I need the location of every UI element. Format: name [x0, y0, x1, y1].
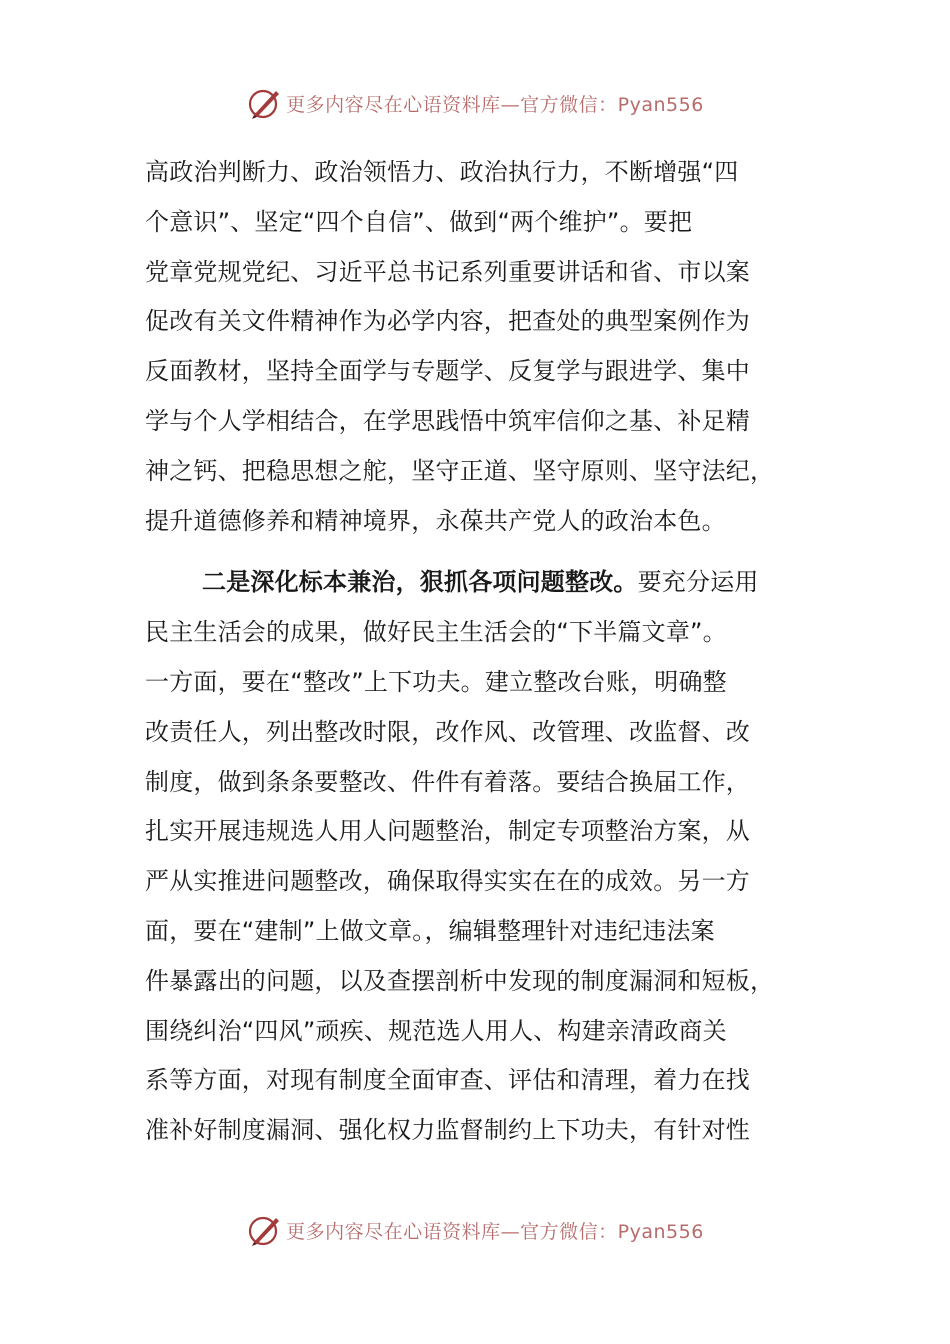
text-line: 改责任人，列出整改时限，改作风、改管理、改监督、改 — [145, 717, 750, 746]
pen-logo-icon — [246, 85, 282, 121]
text-line: 系等方面，对现有制度全面审查、评估和清理，着力在找 — [145, 1066, 750, 1095]
text-line: 严从实推进问题整改，确保取得实实在在的成效。另一方 — [145, 867, 750, 896]
text-line: 反面教材，坚持全面学与专题学、反复学与跟进学、集中 — [145, 357, 750, 386]
text-line: 扎实开展违规选人用人问题整治，制定专项整治方案，从 — [145, 817, 750, 846]
text-line: 促改有关文件精神作为必学内容，把查处的典型案例作为 — [145, 307, 750, 336]
text-line: 面，要在“建制”上做文章。，编辑整理针对违纪违法案 — [145, 916, 715, 945]
document-body — [145, 148, 800, 1156]
text-line: 准补好制度漏洞、强化权力监督制约上下功夫，有针对性 — [145, 1116, 750, 1145]
text-line: 学与个人学相结合，在学思践悟中筑牢信仰之基、补足精 — [145, 406, 750, 435]
paragraph-2 — [145, 558, 800, 1156]
text-span: 要充分运用 — [637, 568, 759, 597]
header-text: 更多内容尽在心语资料库—官方微信：Pyan556 — [286, 93, 704, 116]
text-line: 个意识”、坚定“四个自信”、做到“两个维护”。要把 — [145, 207, 693, 236]
page-header — [0, 83, 950, 123]
text-line: 一方面，要在“整改”上下功夫。建立整改台账，明确整 — [145, 667, 727, 696]
pen-logo-icon — [246, 1212, 282, 1248]
text-line: 件暴露出的问题，以及查摆剖析中发现的制度漏洞和短板， — [145, 966, 775, 995]
text-line: 制度，做到条条要整改、件件有着落。要结合换届工作， — [145, 767, 750, 796]
paragraph-heading: 二是深化标本兼治，狠抓各项问题整改。 — [202, 568, 638, 597]
text-line: 党章党规党纪、习近平总书记系列重要讲话和省、市以案 — [145, 257, 750, 286]
text-line: 民主生活会的成果，做好民主生活会的“下半篇文章”。 — [145, 618, 727, 647]
text-line: 提升道德修养和精神境界，永葆共产党人的政治本色。 — [145, 506, 726, 535]
text-line: 围绕纠治“四风”顽疾、规范选人用人、构建亲清政商关 — [145, 1016, 727, 1045]
text-line: 神之钙、把稳思想之舵，坚守正道、坚守原则、坚守法纪， — [145, 456, 775, 485]
paragraph-1 — [145, 148, 800, 546]
page-footer — [0, 1210, 950, 1250]
paragraph-first-line — [145, 558, 800, 608]
text-line: 高政治判断力、政治领悟力、政治执行力，不断增强“四 — [145, 158, 739, 186]
footer-text: 更多内容尽在心语资料库—官方微信：Pyan556 — [286, 1220, 704, 1243]
